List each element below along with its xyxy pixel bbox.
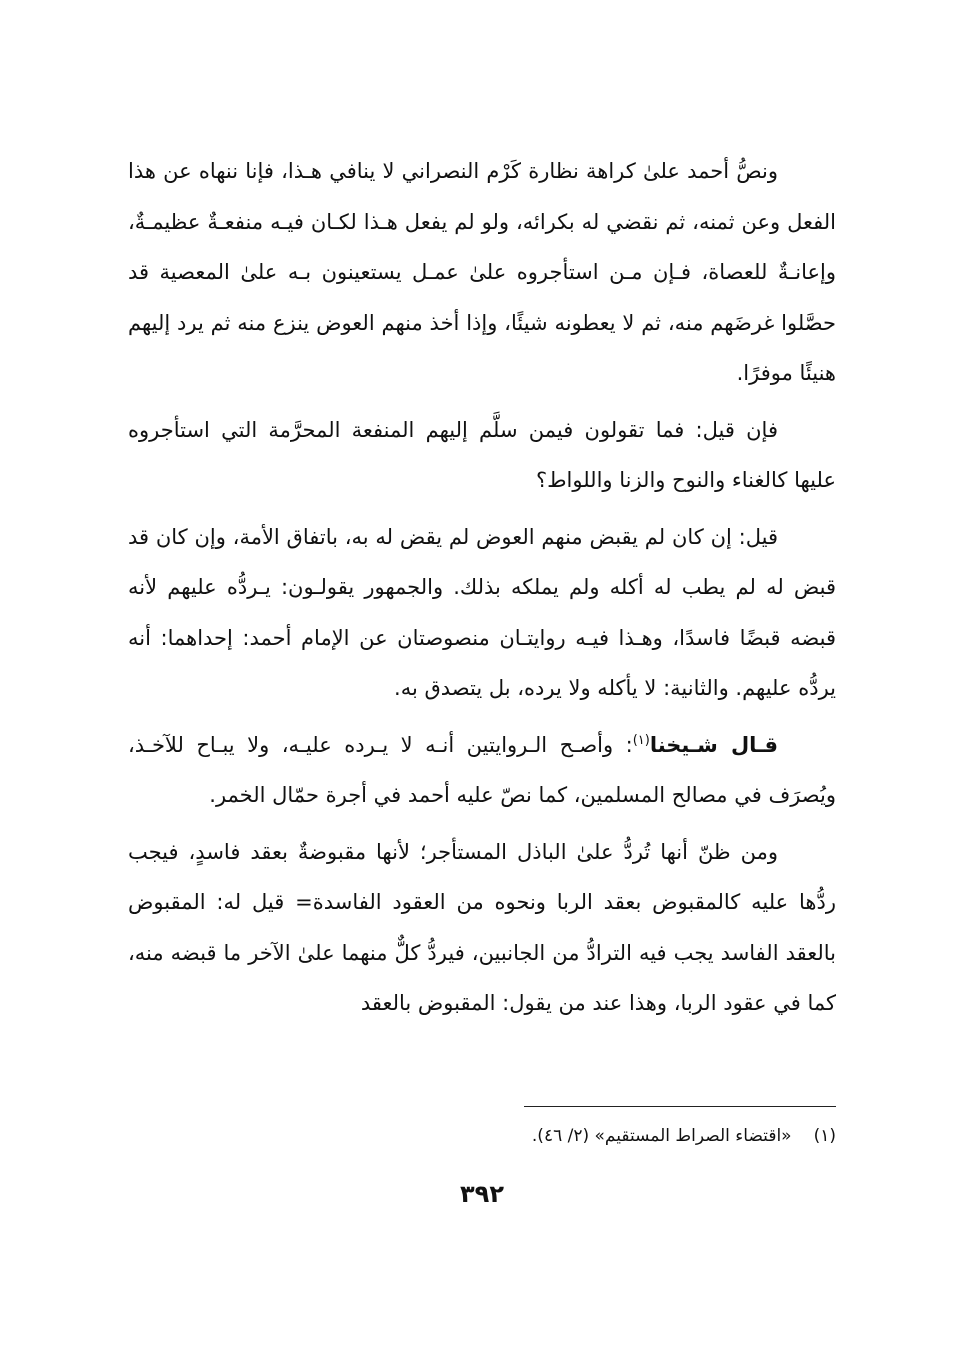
paragraph-4-lead: قـال شـيخنا — [649, 732, 778, 757]
paragraph-2 — [128, 405, 836, 506]
footnote-number: (١) — [813, 1126, 836, 1146]
page-number: ٣٩٢ — [460, 1180, 504, 1208]
footnote-text: «اقتضاء الصراط المستقيم» (٢/ ٤٦). — [531, 1126, 792, 1146]
paragraph-3 — [128, 512, 836, 714]
main-text — [128, 146, 836, 1029]
paragraph-2-text: فإن قيل: فما تقولون فيمن سلَّم إليهم المنفعة المحرَّمة التي استأجروه عليها كالغناء والنوح والزنا واللواط؟ — [128, 417, 836, 492]
paragraph-5-text: ومن ظنّ أنها تُردُّ علىٰ الباذل المستأجر؛ لأنها مقبوضةٌ بعقد فاسدٍ، فيجب ردُّها عليه كالمقبوض بعقد الربا ونحوه من العقود الفاسدة= قيل له: المقبوض بالعقد الفاسد يجب فيه الترادُّ من الجانبين، فيردُّ كلٌّ منهما علىٰ الآخر ما قبضه منه، كما في عقود الربا، وهذا عند من يقول: المقبوض بالعقد — [128, 839, 836, 1015]
footnote-reference[interactable]: (١) — [632, 732, 650, 748]
paragraph-4 — [128, 720, 836, 821]
footnote — [128, 1122, 836, 1150]
paragraph-5 — [128, 827, 836, 1029]
paragraph-1 — [128, 146, 836, 399]
footnote-divider — [524, 1106, 836, 1107]
paragraph-1-text: ونصُّ أحمد علىٰ كراهة نظارة كَرْم النصراني لا ينافي هـذا، فإنا ننهاه عن هذا الفعل وعن ثمنه، ثم نقضي له بكرائه، ولو لم يفعل هـذا لكـان فيـه منفعـةٌ عظيمـةٌ، وإعانـةٌ للعصاة، فـإن مـن استأجروه علىٰ عمـل يستعينون بـه علىٰ المعصية قد حصَّلوا غرضَهم منه، ثم لا يعطونه شيئًا، وإذا أخذ منهم العوض ينزع منه ثم يرد إليهم هنيئًا موفرًا. — [128, 159, 836, 385]
paragraph-4-text: : وأصـح الـروايتين أنـه لا يـرده عليـه، ولا يبـاح للآخـذ، ويُصرَف في مصالح المسلمين، كما نصّ عليه أحمد في أجرة حمّال الخمر. — [128, 732, 836, 807]
paragraph-3-text: قيل: إن كان لم يقبض منهم العوض لم يقض له به، باتفاق الأمة، وإن كان قد قبض له لم يطب له أكله ولم يملكه بذلك. والجمهور يقولـون: يـردُّه عليهم لأنه قبضه قبضًا فاسدًا، وهـذا فيـه روايتـان منصوصتان عن الإمام أحمد: إحداهما: أنه يردُّه عليهم. والثانية: لا يأكله ولا يرده، بل يتصدق به. — [128, 524, 836, 700]
